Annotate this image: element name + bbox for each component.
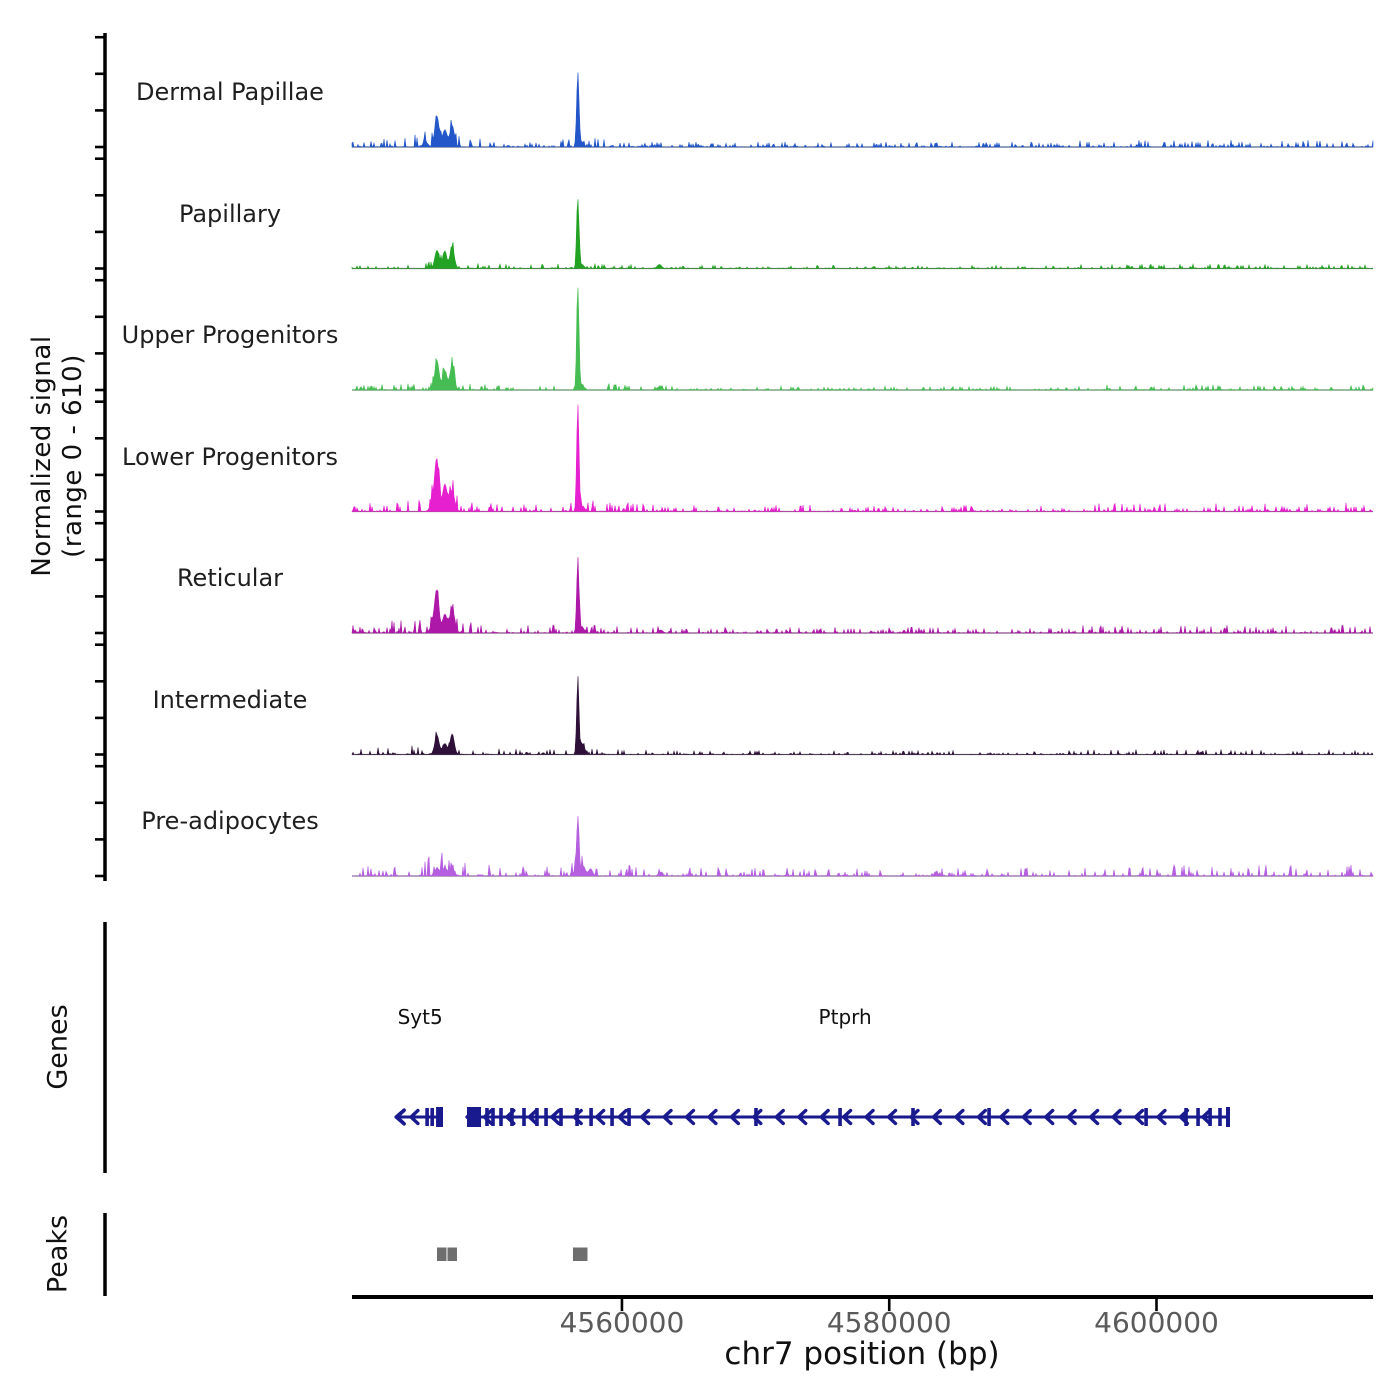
x-tick-label-4560000: 4560000 <box>559 1306 685 1339</box>
track-label-pre-adipocytes: Pre-adipocytes <box>141 807 319 835</box>
track-label-papillary: Papillary <box>178 199 282 228</box>
y-axis-label <box>27 335 89 576</box>
genes-section-label: Genes <box>42 1004 74 1090</box>
track-label-intermediate: Intermediate <box>152 685 308 714</box>
gene-label-ptprh: Ptprh <box>818 1005 872 1029</box>
x-tick-label-4600000: 4600000 <box>1094 1306 1219 1339</box>
track-label-lower-progenitors: Lower Progenitors <box>122 442 338 471</box>
x-tick-label-4580000: 4580000 <box>826 1306 952 1339</box>
track-label-upper-progenitors: Upper Progenitors <box>121 321 339 349</box>
y-axis-label-line2: (range 0 - 610) <box>58 354 88 558</box>
peaks-section-label: Peaks <box>42 1214 74 1294</box>
y-axis-label-line1: Normalized signal <box>27 335 57 577</box>
x-axis-title: chr7 position (bp) <box>724 1336 1000 1372</box>
track-label-dermal-papillae: Dermal Papillae <box>136 78 324 106</box>
track-label-reticular: Reticular <box>176 564 284 592</box>
gene-label-syt5: Syt5 <box>397 1005 443 1029</box>
